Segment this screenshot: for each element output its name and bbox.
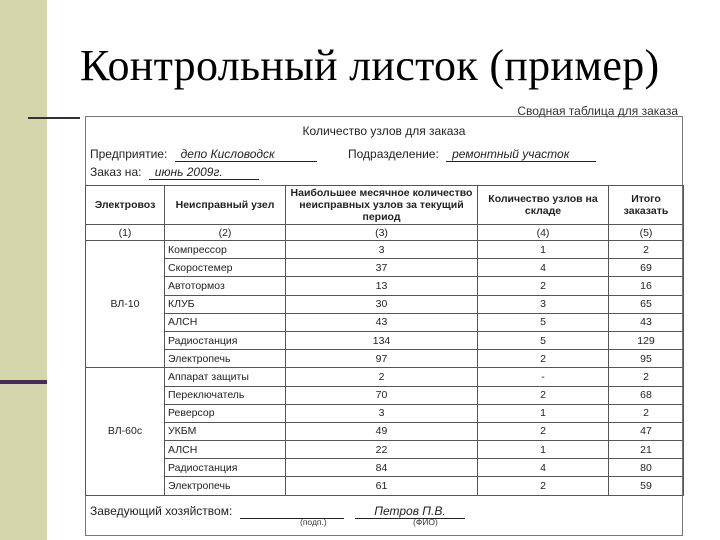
unit-cell: Скоростемер (165, 259, 286, 277)
total-cell: 21 (609, 441, 684, 459)
table-row (86, 295, 684, 313)
max-monthly-cell: 3 (286, 404, 478, 422)
order-table (85, 185, 684, 496)
stock-cell: - (478, 368, 609, 386)
stock-cell: 3 (478, 295, 609, 313)
stock-cell: 2 (478, 422, 609, 440)
unit-cell: Автотормоз (165, 277, 286, 295)
total-cell: 129 (609, 331, 684, 349)
col-header-unit: Неисправный узел (165, 186, 286, 225)
unit-cell: АЛСН (165, 313, 286, 331)
max-monthly-cell: 97 (286, 350, 478, 368)
stock-cell: 1 (478, 441, 609, 459)
max-monthly-cell: 2 (286, 368, 478, 386)
table-row (86, 241, 684, 259)
footer-signature-line (90, 504, 465, 519)
division-value: ремонтный участок (446, 147, 596, 162)
table-row (86, 313, 684, 331)
unit-cell: Реверсор (165, 404, 286, 422)
unit-cell: Радиостанция (165, 459, 286, 477)
enterprise-line (90, 147, 317, 162)
total-cell: 47 (609, 422, 684, 440)
order-value: июнь 2009г. (149, 165, 259, 180)
max-monthly-cell: 84 (286, 459, 478, 477)
division-line (348, 147, 596, 162)
division-label: Подразделение: (348, 147, 439, 161)
max-monthly-cell: 43 (286, 313, 478, 331)
total-cell: 80 (609, 459, 684, 477)
total-cell: 65 (609, 295, 684, 313)
scanned-document (82, 104, 686, 536)
col-number: (3) (286, 225, 478, 241)
table-row (86, 404, 684, 422)
enterprise-value: депо Кисловодск (175, 147, 317, 162)
max-monthly-cell: 30 (286, 295, 478, 313)
max-monthly-cell: 70 (286, 386, 478, 404)
col-number: (4) (478, 225, 609, 241)
table-header-row (86, 186, 684, 225)
unit-cell: КЛУБ (165, 295, 286, 313)
order-line (90, 165, 259, 180)
max-monthly-cell: 37 (286, 259, 478, 277)
col-number: (1) (86, 225, 165, 241)
manager-name: Петров П.В. (355, 504, 465, 519)
total-cell: 2 (609, 404, 684, 422)
document-header: Сводная таблица для заказа (517, 104, 678, 118)
max-monthly-cell: 49 (286, 422, 478, 440)
title-underline (28, 117, 80, 119)
document-subtitle: Количество узлов для заказа (302, 124, 466, 138)
slide-title: Контрольный листок (пример) (80, 41, 660, 90)
table-row (86, 422, 684, 440)
signature-hint: (подп.) (300, 517, 327, 527)
total-cell: 2 (609, 368, 684, 386)
table-row (86, 259, 684, 277)
column-number-row (86, 225, 684, 241)
stock-cell: 2 (478, 386, 609, 404)
stock-cell: 2 (478, 277, 609, 295)
max-monthly-cell: 22 (286, 441, 478, 459)
col-header-locomotive: Электровоз (86, 186, 165, 225)
unit-cell: УКБМ (165, 422, 286, 440)
col-number: (5) (609, 225, 684, 241)
table-row (86, 350, 684, 368)
total-cell: 16 (609, 277, 684, 295)
stock-cell: 4 (478, 459, 609, 477)
max-monthly-cell: 3 (286, 241, 478, 259)
unit-cell: Аппарат защиты (165, 368, 286, 386)
max-monthly-cell: 61 (286, 477, 478, 495)
stock-cell: 4 (478, 259, 609, 277)
unit-cell: Электропечь (165, 350, 286, 368)
total-cell: 43 (609, 313, 684, 331)
col-header-max-monthly: Наибольшее месячное количество неисправных узлов за текущий период (286, 186, 478, 225)
total-cell: 95 (609, 350, 684, 368)
stock-cell: 2 (478, 477, 609, 495)
table-row (86, 441, 684, 459)
table-row (86, 459, 684, 477)
total-cell: 59 (609, 477, 684, 495)
table-row (86, 477, 684, 495)
col-number: (2) (165, 225, 286, 241)
max-monthly-cell: 13 (286, 277, 478, 295)
stock-cell: 2 (478, 350, 609, 368)
table-row (86, 368, 684, 386)
stock-cell: 5 (478, 331, 609, 349)
table-row (86, 277, 684, 295)
total-cell: 68 (609, 386, 684, 404)
total-cell: 69 (609, 259, 684, 277)
max-monthly-cell: 134 (286, 331, 478, 349)
total-cell: 2 (609, 241, 684, 259)
table-row (86, 331, 684, 349)
footer-label: Заведующий хозяйством: (90, 504, 233, 518)
stock-cell: 5 (478, 313, 609, 331)
col-header-total: Итого заказать (609, 186, 684, 225)
col-header-stock: Количество узлов на складе (478, 186, 609, 225)
unit-cell: Переключатель (165, 386, 286, 404)
stock-cell: 1 (478, 241, 609, 259)
stock-cell: 1 (478, 404, 609, 422)
signature-blank (240, 518, 344, 519)
enterprise-label: Предприятие: (90, 147, 168, 161)
side-accent-line (0, 380, 47, 384)
unit-cell: Радиостанция (165, 331, 286, 349)
name-hint: (ФИО) (413, 517, 438, 527)
table-row (86, 386, 684, 404)
locomotive-group-cell: ВЛ-10 (86, 241, 165, 368)
locomotive-group-cell: ВЛ-60с (86, 368, 165, 495)
unit-cell: Компрессор (165, 241, 286, 259)
order-label: Заказ на: (90, 165, 142, 179)
unit-cell: АЛСН (165, 441, 286, 459)
side-decor-bar (0, 0, 47, 540)
unit-cell: Электропечь (165, 477, 286, 495)
